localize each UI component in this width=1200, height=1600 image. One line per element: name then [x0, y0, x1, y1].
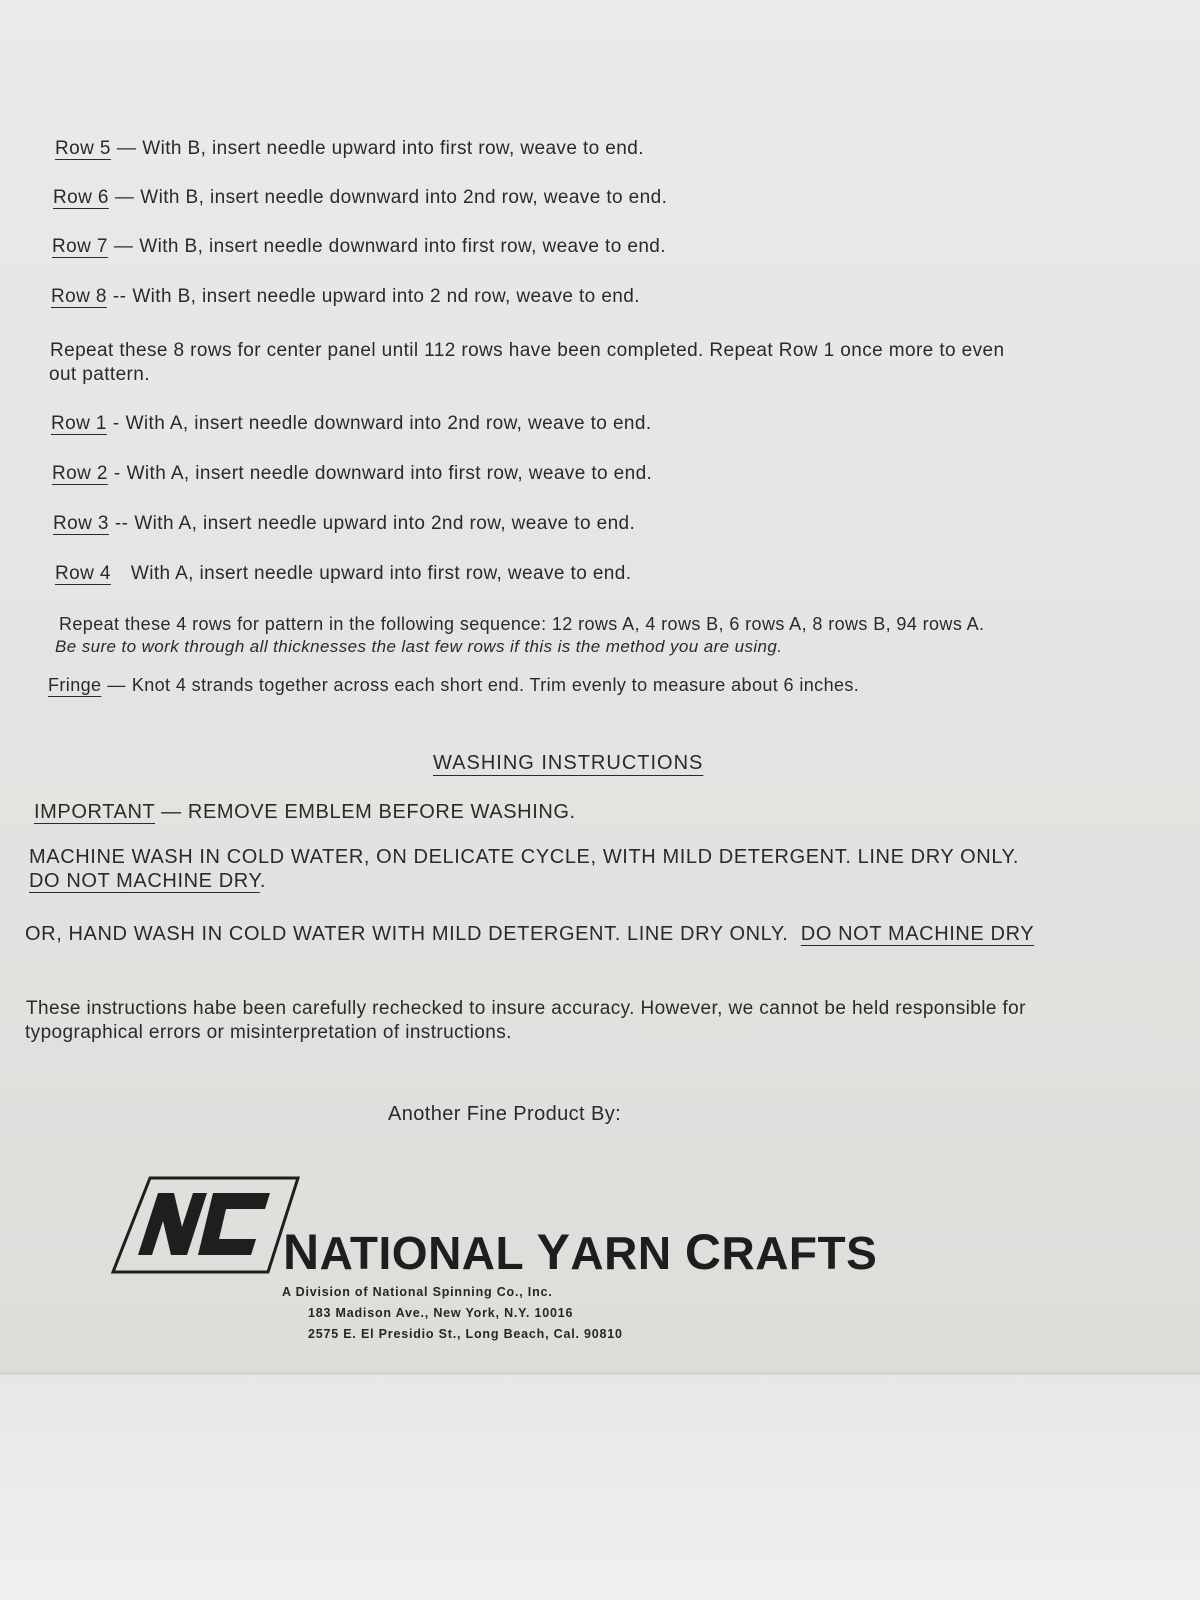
fringe-text: Knot 4 strands together across each short end. Trim evenly to measure about 6 inches. — [131, 675, 860, 695]
row-6-line — [53, 187, 667, 209]
hand-wash-text: OR, HAND WASH IN COLD WATER WITH MILD DETERGENT. LINE DRY ONLY. — [25, 923, 789, 945]
important-line — [34, 801, 576, 824]
row-3-line — [53, 513, 635, 535]
logo-text: NC — [205, 1270, 207, 1271]
row-text: With B, insert needle upward into first row, weave to end. — [142, 138, 644, 159]
period: . — [259, 870, 267, 892]
address-line-2: 2575 E. El Presidio St., Long Beach, Cal. 90810 — [308, 1327, 623, 1341]
row-separator: - — [112, 413, 120, 434]
row-separator — [111, 563, 131, 584]
brand-part: ATIONAL — [319, 1227, 524, 1279]
row-separator: - — [113, 463, 121, 484]
disclaimer-line-2: typographical errors or misinterpretation of instructions. — [25, 1022, 512, 1043]
row-7-line — [52, 236, 666, 258]
brand-letter: Y — [536, 1224, 571, 1280]
repeat-center-line-1: Repeat these 8 rows for center panel until 112 rows have been completed. Repeat Row 1 once more to even — [50, 340, 1005, 361]
brand-letter: N — [283, 1224, 320, 1280]
address-line-1: 183 Madison Ave., New York, N.Y. 10016 — [308, 1306, 574, 1320]
row-text: With A, insert needle upward into first row, weave to end. — [130, 563, 632, 584]
washing-title: WASHING INSTRUCTIONS — [433, 752, 704, 774]
disclaimer-line-1: These instructions habe been carefully rechecked to insure accuracy. However, we cannot be held responsible for — [26, 998, 1026, 1019]
machine-wash-line-2 — [29, 870, 266, 893]
row-2-line — [52, 463, 652, 485]
logo-n-shape — [138, 1193, 207, 1255]
brand-letter: C — [684, 1224, 722, 1280]
row-separator: -- — [114, 513, 129, 534]
row-label: Row 6 — [53, 187, 109, 208]
another-fine-product: Another Fine Product By: — [388, 1103, 622, 1125]
row-text: With A, insert needle downward into 2nd row, weave to end. — [125, 413, 652, 434]
brand-part: RAFTS — [721, 1227, 878, 1279]
row-text: With B, insert needle upward into 2 nd row, weave to end. — [132, 286, 640, 307]
row-label: Row 4 — [55, 563, 111, 584]
row-5-line — [55, 138, 644, 160]
brand-part: ARN — [570, 1227, 672, 1279]
hand-wash-line — [25, 923, 1034, 946]
row-label: Row 7 — [52, 236, 108, 257]
fringe-line — [48, 675, 859, 696]
row-text: With B, insert needle downward into 2nd row, weave to end. — [140, 187, 668, 208]
hand-do-not-machine-dry: DO NOT MACHINE DRY — [800, 923, 1035, 945]
row-label: Row 1 — [51, 413, 107, 434]
row-separator: -- — [112, 286, 127, 307]
row-label: Row 5 — [55, 138, 111, 159]
row-4-line — [55, 563, 631, 585]
row-separator: — — [116, 138, 137, 159]
repeat-center-line-2: out pattern. — [49, 364, 150, 385]
row-label: Row 3 — [53, 513, 109, 534]
row-label: Row 8 — [51, 286, 107, 307]
fringe-separator: — — [107, 675, 126, 695]
fringe-label: Fringe — [48, 675, 102, 695]
brand-name — [283, 1223, 877, 1281]
logo-c-shape — [198, 1193, 270, 1255]
nyc-logo-mark — [110, 1175, 300, 1275]
row-text: With A, insert needle downward into first row, weave to end. — [126, 463, 653, 484]
division-line: A Division of National Spinning Co., Inc. — [282, 1285, 553, 1299]
important-text: — REMOVE EMBLEM BEFORE WASHING. — [161, 801, 576, 823]
machine-wash-line-1: MACHINE WASH IN COLD WATER, ON DELICATE CYCLE, WITH MILD DETERGENT. LINE DRY ONLY. — [29, 846, 1020, 868]
row-text: With A, insert needle upward into 2nd row, weave to end. — [134, 513, 636, 534]
row-separator: — — [113, 236, 134, 257]
row-8-line — [51, 286, 640, 308]
row-text: With B, insert needle downward into first row, weave to end. — [139, 236, 666, 257]
important-label: IMPORTANT — [34, 801, 155, 823]
row-1-line — [51, 413, 652, 435]
repeat-sequence-line-1: Repeat these 4 rows for pattern in the following sequence: 12 rows A, 4 rows B, 6 rows A, 8 rows B, 94 rows A. — [59, 614, 985, 634]
row-label: Row 2 — [52, 463, 108, 484]
row-separator: — — [114, 187, 135, 208]
repeat-sequence-line-2: Be sure to work through all thicknesses the last few rows if this is the method you are using. — [55, 637, 783, 656]
do-not-machine-dry: DO NOT MACHINE DRY — [29, 870, 260, 892]
background-surface — [0, 1375, 1200, 1600]
